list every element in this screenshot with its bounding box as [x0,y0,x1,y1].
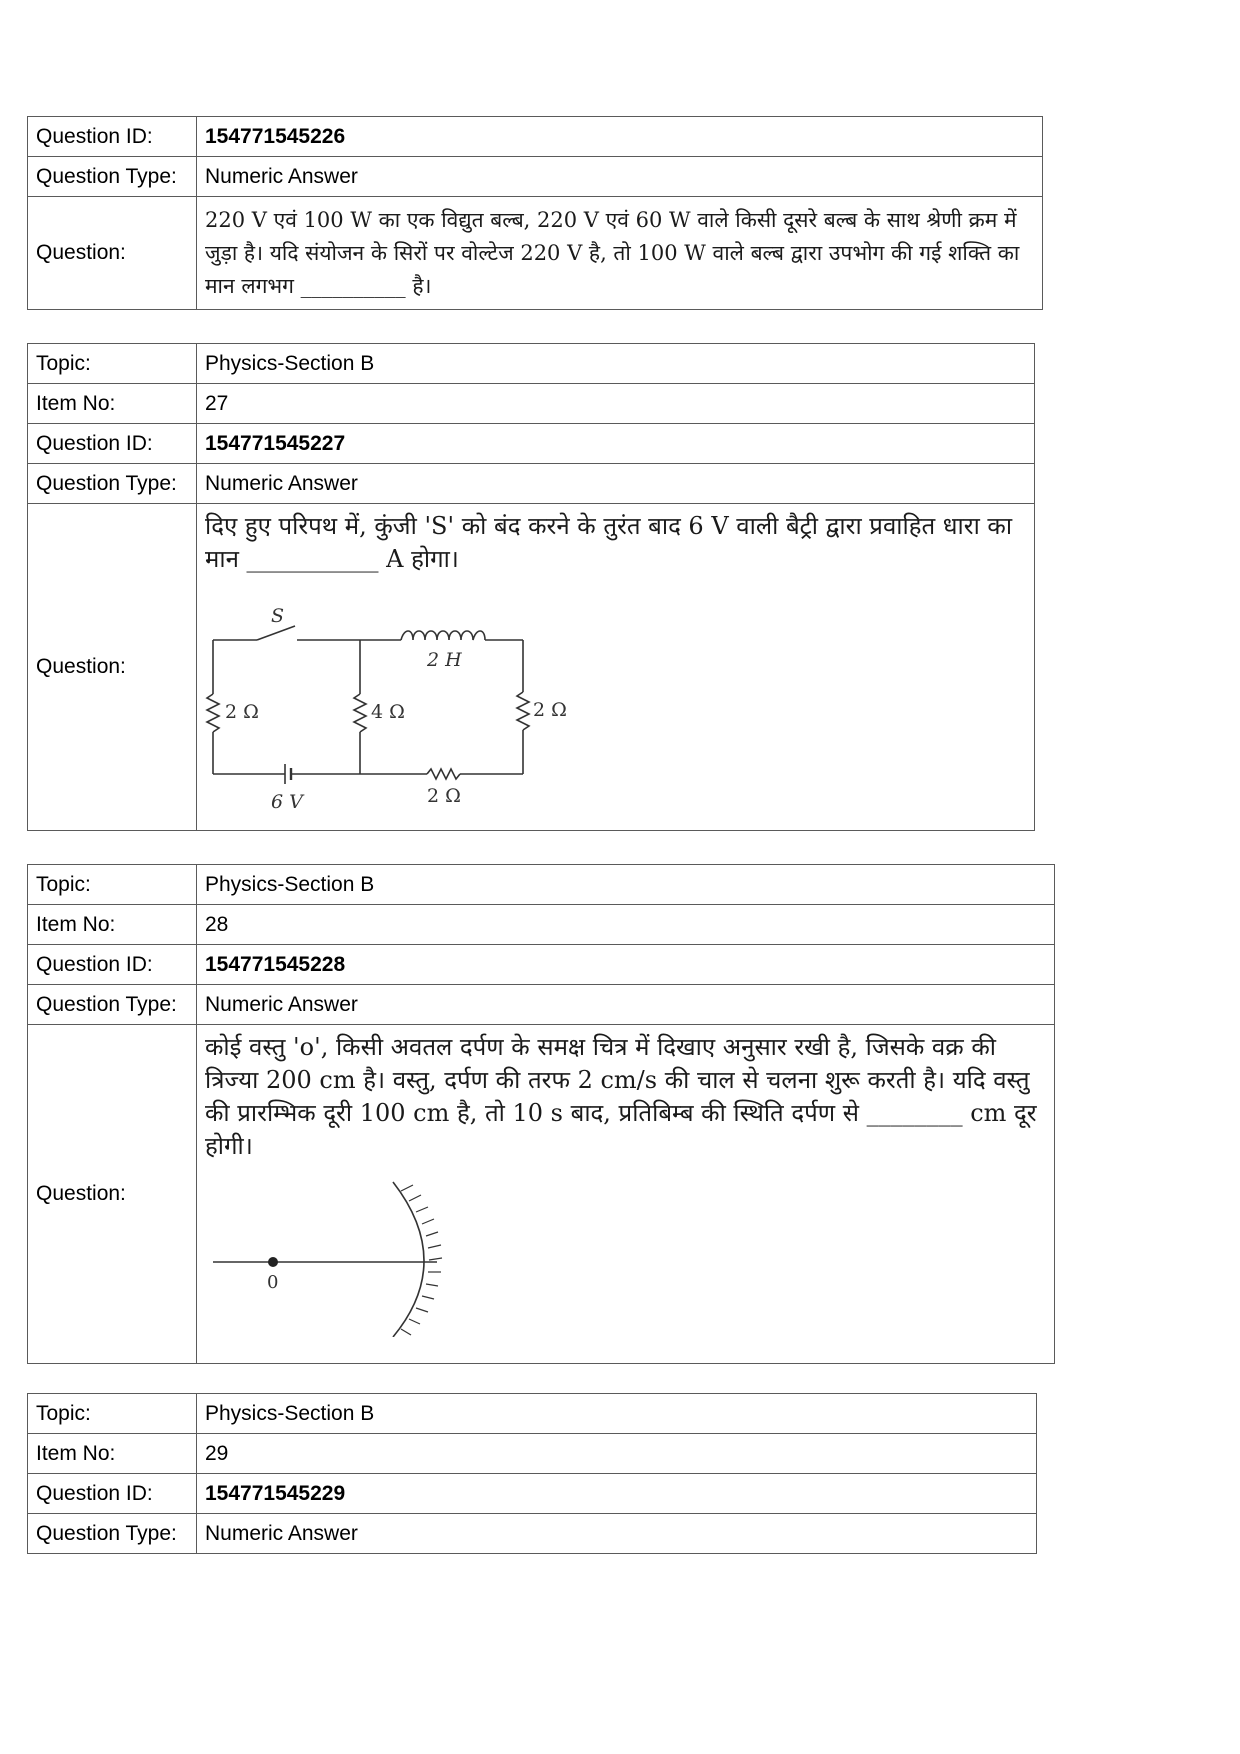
r-right-label: 2 Ω [533,699,567,721]
question-type-label: Question Type: [28,1514,197,1554]
question-id-label: Question ID: [28,424,197,464]
circuit-diagram [205,588,585,818]
topic-value: Physics-Section B [197,865,1055,905]
question-type-value: Numeric Answer [197,157,1043,197]
topic-value: Physics-Section B [197,344,1035,384]
item-no-label: Item No: [28,905,197,945]
question-text: कोई वस्तु 'o', किसी अवतल दर्पण के समक्ष चित्र में दिखाए अनुसार रखी है, जिसके वक्र की त्रिज्या 200 cm है। वस्तु, दर्पण की तरफ 2 cm/s की चाल से चलना शुरू करती है। यदि वस्तु की प्रारम्भिक दूरी 100 cm है, तो 10 s बाद, प्रतिबिम्ब की स्थिति दर्पण से ________ cm दूर होगी। [205,1033,1037,1160]
topic-label: Topic: [28,344,197,384]
question-28-table [27,864,1055,1364]
item-no-value: 29 [197,1434,1037,1474]
r-middle-label: 4 Ω [371,701,405,723]
topic-value: Physics-Section B [197,1394,1037,1434]
question-content [197,504,1035,831]
question-id-value: 154771545229 [197,1474,1037,1514]
topic-label: Topic: [28,865,197,905]
item-no-value: 27 [197,384,1035,424]
mirror-hatching [401,1185,442,1335]
concave-mirror [393,1182,424,1337]
question-type-value: Numeric Answer [197,985,1055,1025]
r-left-label: 2 Ω [225,701,259,723]
question-id-value: 154771545226 [197,117,1043,157]
item-no-value: 28 [197,905,1055,945]
resistor-middle [354,694,366,732]
question-id-label: Question ID: [28,1474,197,1514]
switch-label: S [271,605,285,627]
question-id-value: 154771545227 [197,424,1035,464]
item-no-label: Item No: [28,384,197,424]
question-label: Question: [28,1025,197,1364]
topic-label: Topic: [28,1394,197,1434]
inductor [401,631,485,640]
question-text: दिए हुए परिपथ में, कुंजी 'S' को बंद करने के तुरंत बाद 6 V वाली बैट्री द्वारा प्रवाहित धारा का मान ___________ A होगा। [205,512,1013,573]
inductor-label: 2 H [427,649,462,671]
resistor-bottom [427,769,460,779]
object-point [268,1257,278,1267]
question-label: Question: [28,197,197,310]
resistor-right [517,692,529,730]
question-27-table [27,343,1035,831]
switch-lever [257,626,295,640]
question-type-value: Numeric Answer [197,464,1035,504]
question-29-table [27,1393,1037,1554]
question-26-table [27,116,1043,310]
mirror-diagram [205,1167,505,1337]
question-label: Question: [28,504,197,831]
question-type-label: Question Type: [28,157,197,197]
question-type-label: Question Type: [28,464,197,504]
question-type-label: Question Type: [28,985,197,1025]
item-no-label: Item No: [28,1434,197,1474]
r-bottom-label: 2 Ω [427,785,461,807]
object-label: 0 [267,1272,279,1293]
question-text: 220 V एवं 100 W का एक विद्युत बल्ब, 220 V एवं 60 W वाले किसी दूसरे बल्ब के साथ श्रेणी क्रम में जुड़ा है। यदि संयोजन के सिरों पर वोल्टेज 220 V है, तो 100 W वाले बल्ब द्वारा उपभोग की गई शक्ति का मान लगभग __________ है। [197,197,1043,310]
question-id-label: Question ID: [28,945,197,985]
question-content [197,1025,1055,1364]
resistor-left [207,694,219,732]
question-id-label: Question ID: [28,117,197,157]
battery-label: 6 V [271,791,303,813]
question-id-value: 154771545228 [197,945,1055,985]
question-type-value: Numeric Answer [197,1514,1037,1554]
